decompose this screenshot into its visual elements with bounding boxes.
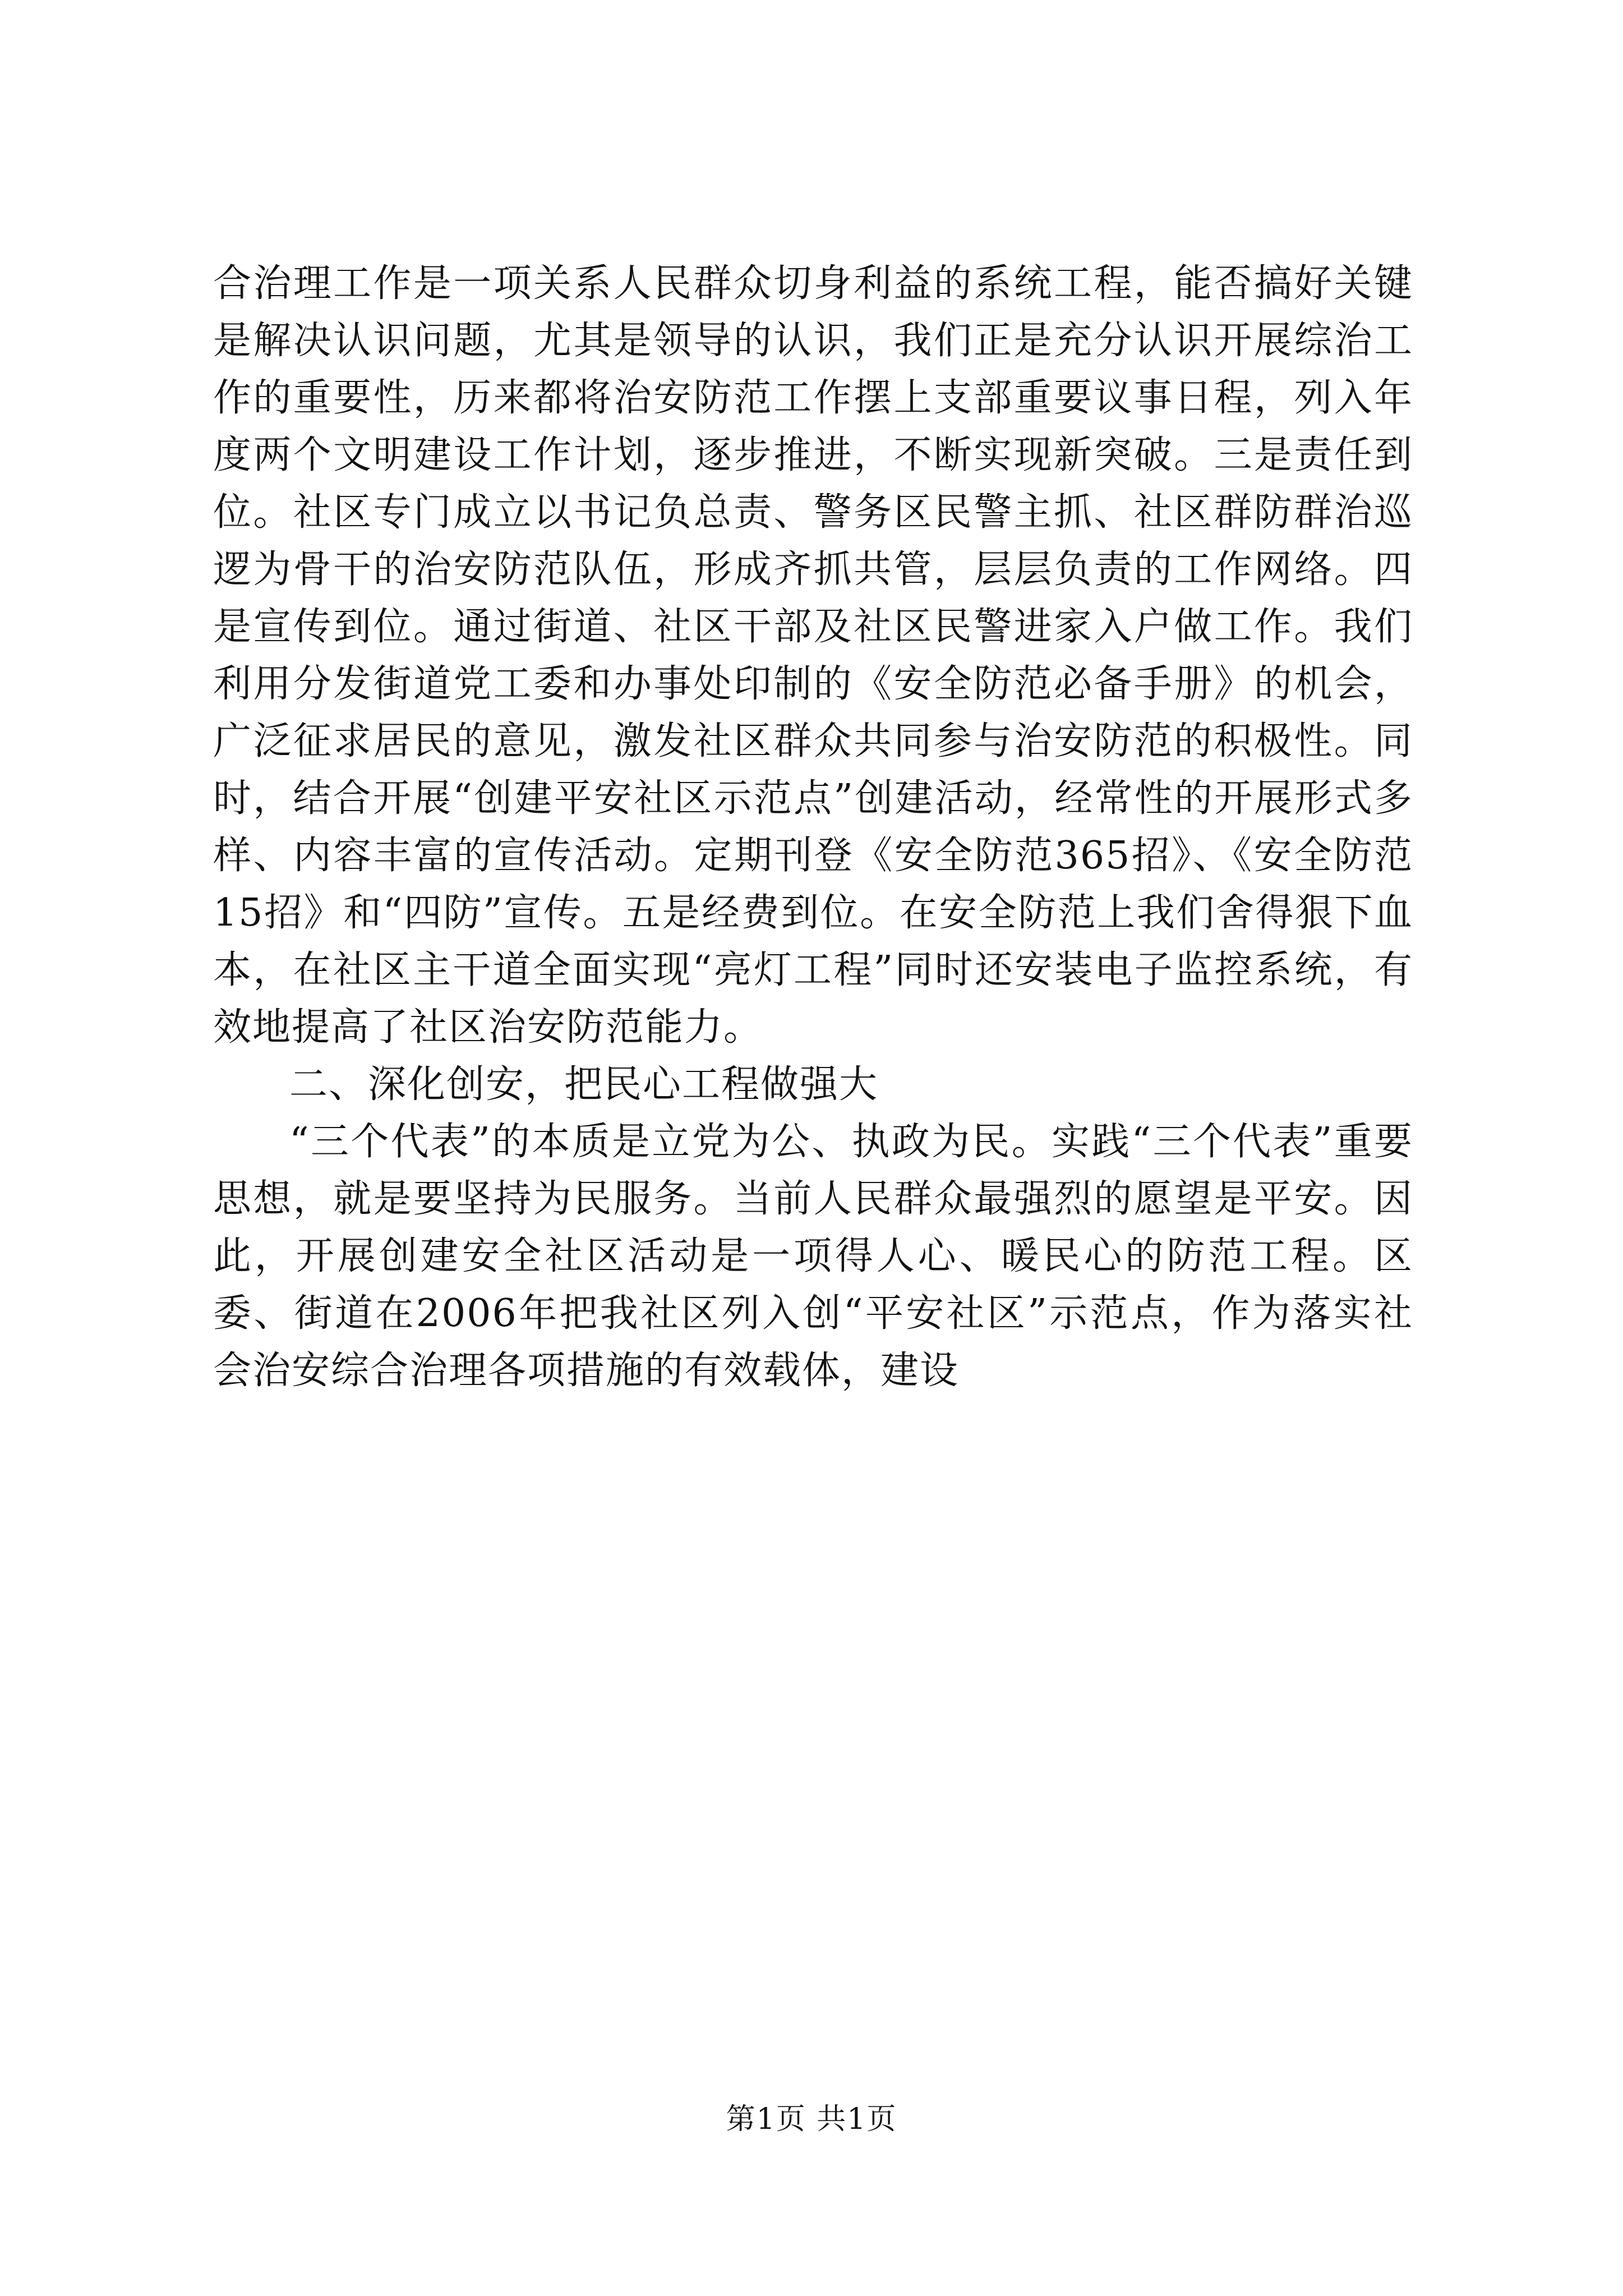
paragraph-continuation: 合治理工作是一项关系人民群众切身利益的系统工程，能否搞好关键是解决认识问题，尤其是领导的认识，我们正是充分认识开展综治工作的重要性，历来都将治安防范工作摆上支部重要议事日程，列入年度两个文明建设工作计划，逐步推进，不断实现新突破。三是责任到位。社区专门成立以书记负总责、警务区民警主抓、社区群防群治巡逻为骨干的治安防范队伍，形成齐抓共管，层层负责的工作网络。四是宣传到位。通过街道、社区干部及社区民警进家入户做工作。我们利用分发街道党工委和办事处印制的《安全防范必备手册》的机会，广泛征求居民的意见，激发社区群众共同参与治安防范的积极性。同时，结合开展“创建平安社区示范点”创建活动，经常性的开展形式多样、内容丰富的宣传活动。定期刊登《安全防范365招》、《安全防范15招》和“四防”宣传。五是经费到位。在安全防范上我们舍得狠下血本，在社区主干道全面实现“亮灯工程”同时还安装电子监控系统，有效地提高了社区治安防范能力。: [213, 261, 1413, 1050]
section-heading: 二、深化创安，把民心工程做强大: [289, 1062, 879, 1107]
paragraph-body: “三个代表”的本质是立党为公、执政为民。实践“三个代表”重要思想，就是要坚持为民服务。当前人民群众最强烈的愿望是平安。因此，开展创建安全社区活动是一项得人心、暖民心的防范工程。区委、街道在2006年把我社区列入创“平安社区”示范点，作为落实社会治安综合治理各项措施的有效载体，建设: [213, 1120, 1413, 1393]
page-footer: 第1页 共1页: [726, 2102, 897, 2136]
document-body: [213, 255, 1413, 1400]
